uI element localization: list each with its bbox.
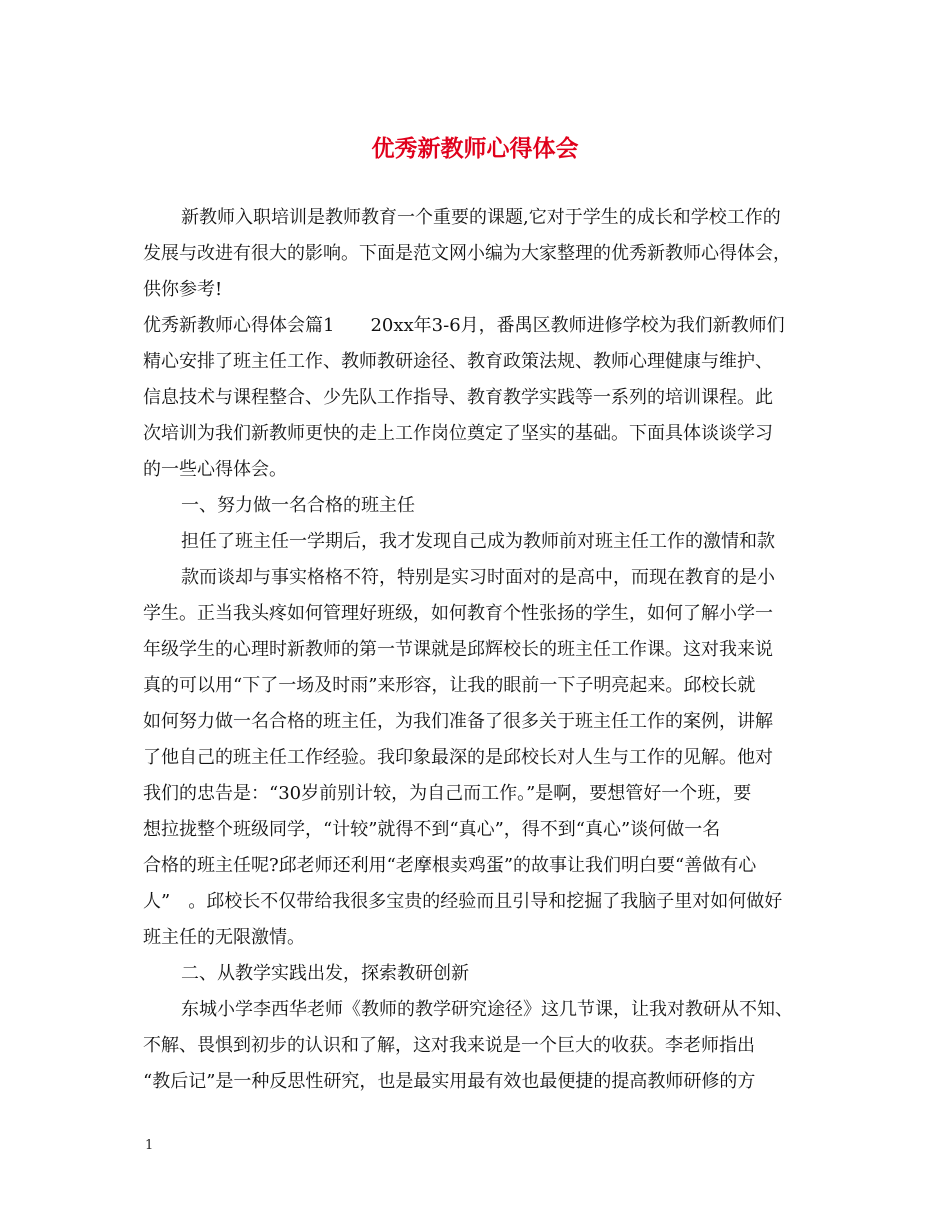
paragraph-line: 合格的班主任呢?邱老师还利用“老摩根卖鸡蛋”的故事让我们明白要“善做有心: [143, 855, 757, 876]
paragraph-line: 担任了班主任一学期后，我才发现自己成为教师前对班主任工作的激情和款: [181, 531, 775, 552]
paragraph-line: 东城小学李西华老师《教师的教学研究途径》这几节课，让我对教研从不知、: [181, 999, 793, 1020]
paragraph-line: 人” 。邱校长不仅带给我很多宝贵的经验而且引导和挖掘了我脑子里对如何做好: [143, 891, 783, 912]
paragraph-line: “教后记”是一种反思性研究，也是最实用最有效也最便捷的提高教师研修的方: [143, 1071, 756, 1092]
paragraph-line: 的一些心得体会。: [143, 459, 287, 480]
paragraph-line: 年级学生的心理时新教师的第一节课就是邱辉校长的班主任工作课。这对我来说: [143, 639, 773, 660]
paragraph-line: 不解、畏惧到初步的认识和了解，这对我来说是一个巨大的收获。李老师指出: [143, 1035, 755, 1056]
paragraph-line: 信息技术与课程整合、少先队工作指导、教育教学实践等一系列的培训课程。此: [143, 387, 773, 408]
section-heading: 一、努力做一名合格的班主任: [181, 495, 415, 516]
paragraph-line: 供你参考!: [143, 279, 223, 300]
document-title: 优秀新教师心得体会: [371, 135, 579, 162]
paragraph-line: 款而谈却与事实格格不符，特别是实习时面对的是高中，而现在教育的是小: [181, 567, 775, 588]
paragraph-line: 我们的忠告是：“30岁前别计较，为自己而工作。”是啊，要想管好一个班，要: [143, 783, 752, 804]
paragraph-line: 发展与改进有很大的影响。下面是范文网小编为大家整理的优秀新教师心得体会，: [143, 243, 791, 264]
paragraph-line: 真的可以用“下了一场及时雨”来形容，让我的眼前一下子明亮起来。邱校长就: [143, 675, 756, 696]
paragraph-line: 班主任的无限激情。: [143, 927, 305, 948]
paragraph-line: 想拉拢整个班级同学，“计较”就得不到“真心”，得不到“真心”谈何做一名: [143, 819, 721, 840]
section-heading: 二、从教学实践出发，探索教研创新: [181, 963, 469, 984]
paragraph-line: 新教师入职培训是教师教育一个重要的课题,它对于学生的成长和学校工作的: [181, 207, 781, 228]
paragraph-line: 学生。正当我头疼如何管理好班级，如何教育个性张扬的学生，如何了解小学一: [143, 603, 773, 624]
paragraph-line: 如何努力做一名合格的班主任，为我们准备了很多关于班主任工作的案例，讲解: [143, 711, 773, 732]
paragraph-line: 了他自己的班主任工作经验。我印象最深的是邱校长对人生与工作的见解。他对: [143, 747, 773, 768]
paragraph-line: 精心安排了班主任工作、教师教研途径、教育政策法规、教师心理健康与维护、: [143, 351, 773, 372]
paragraph-line: 优秀新教师心得体会篇1 20xx年3-6月，番禺区教师进修学校为我们新教师们: [143, 315, 785, 336]
paragraph-line: 次培训为我们新教师更快的走上工作岗位奠定了坚实的基础。下面具体谈谈学习: [143, 423, 773, 444]
page-number: 1: [145, 1138, 154, 1153]
